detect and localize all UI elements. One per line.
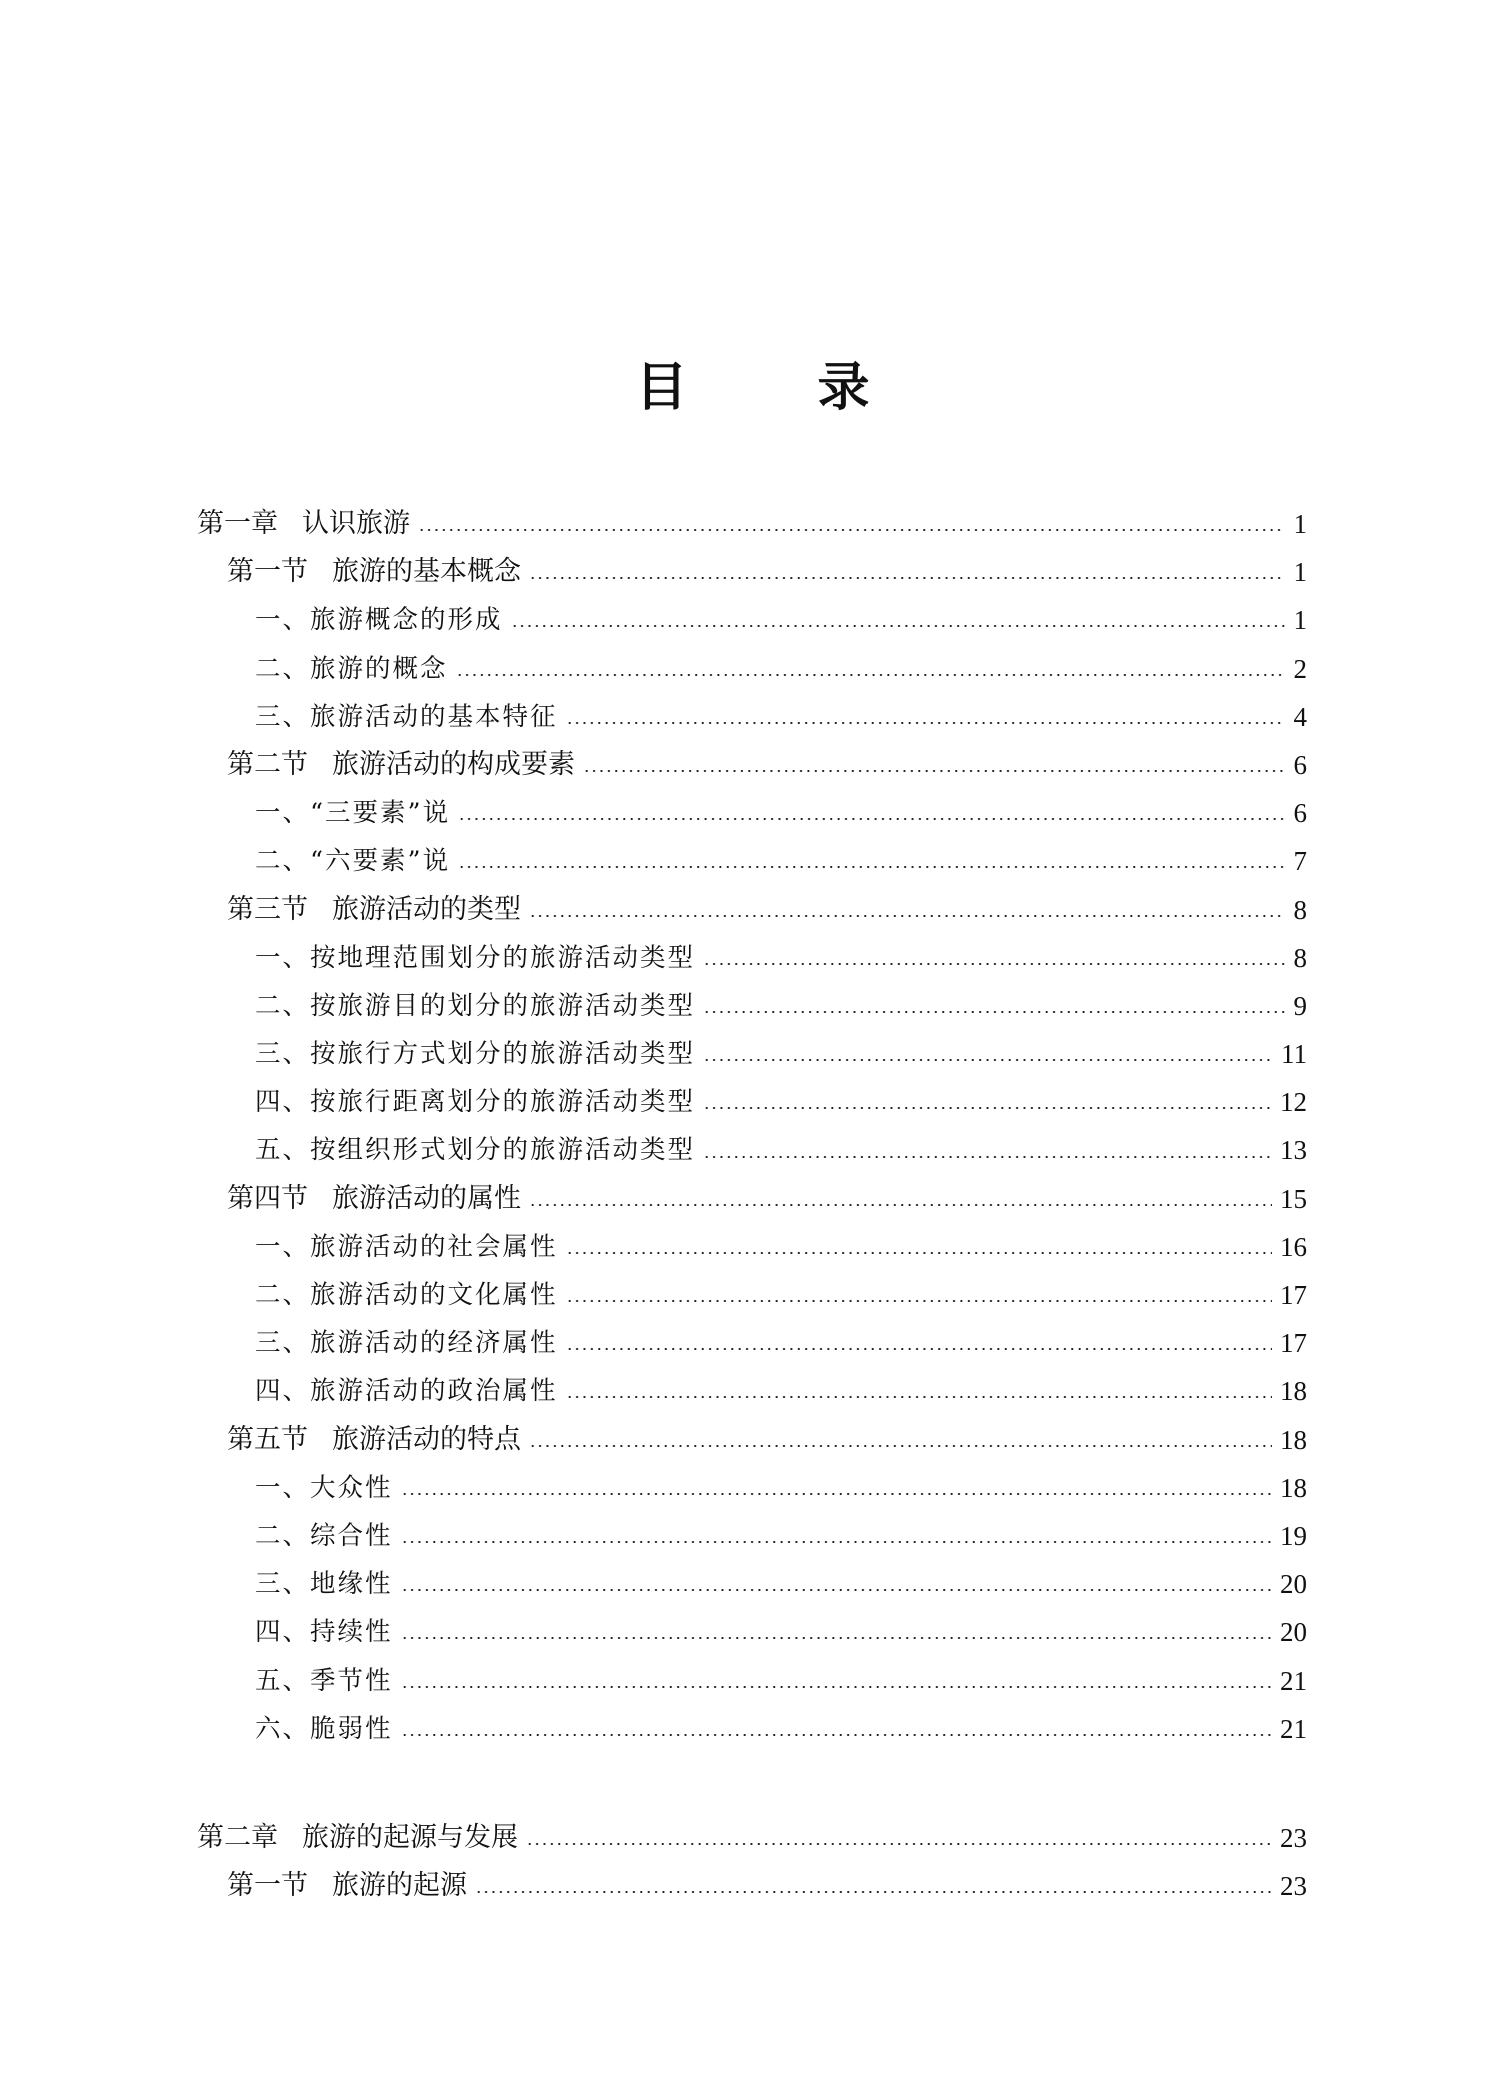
dot-leader — [401, 1686, 1272, 1688]
toc-entry-number: 一、 — [255, 942, 311, 973]
toc-entry-label — [255, 837, 450, 885]
page-title — [0, 345, 1505, 420]
toc-entry-number: 二、 — [255, 846, 311, 877]
toc-subsection-entry[interactable] — [197, 1560, 1307, 1608]
dot-leader — [526, 1843, 1272, 1845]
toc-section-entry[interactable] — [197, 1175, 1307, 1223]
toc-subsection-entry[interactable] — [197, 1319, 1307, 1367]
dot-leader — [475, 1891, 1272, 1893]
toc-entry-label — [255, 1657, 393, 1705]
toc-entry-label — [255, 789, 450, 837]
toc-entry-label — [255, 1126, 695, 1174]
toc-subsection-entry[interactable] — [197, 1223, 1307, 1271]
toc-subsection-entry[interactable] — [197, 1512, 1307, 1560]
dot-leader — [529, 1445, 1272, 1447]
toc-page-number: 17 — [1280, 1328, 1307, 1359]
toc-entry-title: 综合性 — [310, 1520, 393, 1551]
dot-leader — [703, 1059, 1273, 1061]
toc-section-entry[interactable] — [197, 886, 1307, 934]
toc-subsection-entry[interactable] — [197, 645, 1307, 693]
toc-page-number: 21 — [1280, 1713, 1307, 1744]
toc-entry-label — [227, 1862, 467, 1910]
toc-entry-title: 旅游的基本概念 — [332, 556, 521, 588]
toc-entry-number: 第一章 — [197, 508, 278, 539]
toc-entry-label — [255, 645, 448, 693]
dot-leader — [418, 529, 1285, 531]
toc-page-number: 21 — [1280, 1665, 1307, 1696]
toc-entry-label — [255, 1560, 393, 1608]
toc-entry-label — [255, 1319, 558, 1367]
toc-page-number: 18 — [1280, 1472, 1307, 1503]
toc-chapter-entry[interactable] — [197, 500, 1307, 548]
toc-page-number: 17 — [1280, 1280, 1307, 1310]
toc-page-number: 23 — [1280, 1822, 1307, 1853]
toc-entry-number: 第二节 — [227, 748, 308, 780]
toc-page-number: 16 — [1280, 1231, 1307, 1262]
toc-entry-title: 旅游活动的文化属性 — [310, 1280, 558, 1310]
dot-leader — [583, 770, 1285, 772]
toc-entry-label — [255, 1271, 558, 1319]
dot-leader — [401, 1637, 1272, 1639]
dot-leader — [401, 1493, 1272, 1495]
toc-entry-number: 二、 — [255, 1280, 311, 1310]
dot-leader — [566, 1348, 1272, 1350]
toc-page-number: 12 — [1280, 1087, 1307, 1118]
toc-entry-label — [255, 1608, 393, 1656]
toc-entry-title: 按地理范围划分的旅游活动类型 — [310, 942, 696, 973]
dot-leader — [458, 866, 1285, 868]
toc-entry-number: 五、 — [255, 1135, 311, 1166]
toc-page-number: 1 — [1293, 509, 1307, 539]
toc-entry-label — [255, 596, 503, 644]
toc-entry-label — [255, 934, 695, 982]
toc-subsection-entry[interactable] — [197, 693, 1307, 741]
dot-leader — [566, 1252, 1272, 1254]
toc-page-number: 20 — [1280, 1569, 1307, 1600]
toc-entry-title: 旅游活动的社会属性 — [310, 1231, 558, 1262]
toc-page-number: 18 — [1280, 1424, 1307, 1455]
toc-entry-title: 认识旅游 — [302, 508, 410, 539]
toc-entry-title: 旅游活动的属性 — [332, 1182, 521, 1214]
dot-leader — [511, 625, 1285, 627]
toc-section-entry[interactable] — [197, 548, 1307, 596]
toc-entry-number: 一、 — [255, 605, 311, 636]
toc-entry-label — [227, 1416, 521, 1464]
toc-page-number: 4 — [1293, 701, 1307, 732]
toc-subsection-entry[interactable] — [197, 1271, 1307, 1319]
toc-entry-title: 旅游的概念 — [310, 653, 448, 684]
toc-entry-label — [255, 1078, 695, 1126]
dot-leader — [703, 1156, 1272, 1158]
toc-entry-title: 脆弱性 — [310, 1713, 393, 1744]
toc-entry-title: 地缘性 — [310, 1569, 393, 1600]
dot-leader — [566, 1300, 1272, 1302]
toc-entry-number: 第二章 — [197, 1821, 278, 1853]
toc-entry-title: 按旅行距离划分的旅游活动类型 — [310, 1087, 696, 1118]
toc-page-number: 19 — [1280, 1520, 1307, 1551]
dot-leader — [401, 1589, 1272, 1591]
toc-page-number: 20 — [1280, 1617, 1307, 1648]
toc-entry-title: “六要素”说 — [310, 846, 451, 877]
toc-entry-number: 一、 — [255, 798, 311, 829]
toc-subsection-entry[interactable] — [197, 1608, 1307, 1656]
toc-subsection-entry[interactable] — [197, 1030, 1307, 1078]
toc-entry-label — [227, 1175, 521, 1223]
dot-leader — [529, 915, 1285, 917]
toc-entry-label — [255, 1367, 558, 1415]
toc-entry-number: 五、 — [255, 1665, 311, 1696]
toc-entry-title: 按组织形式划分的旅游活动类型 — [310, 1135, 696, 1166]
toc-entry-number: 二、 — [255, 653, 311, 684]
toc-entry-label — [227, 886, 521, 934]
table-of-contents — [197, 500, 1307, 1910]
toc-entry-title: 旅游活动的基本特征 — [310, 701, 558, 732]
toc-page-number: 18 — [1280, 1376, 1307, 1407]
page-title-char-2: 录 — [817, 357, 870, 418]
toc-page-number: 6 — [1293, 749, 1307, 780]
toc-entry-title: 旅游活动的构成要素 — [332, 748, 575, 780]
toc-entry-label — [197, 500, 410, 548]
toc-page-number: 6 — [1293, 798, 1307, 829]
dot-leader — [566, 1396, 1272, 1398]
toc-entry-title: 季节性 — [310, 1665, 393, 1696]
toc-page-number: 9 — [1293, 990, 1307, 1021]
toc-subsection-entry[interactable] — [197, 1464, 1307, 1512]
dot-leader — [703, 1011, 1285, 1013]
toc-subsection-entry[interactable] — [197, 1078, 1307, 1126]
toc-page-number: 8 — [1293, 894, 1307, 925]
toc-page-number: 7 — [1293, 846, 1307, 877]
toc-entry-number: 二、 — [255, 990, 311, 1021]
toc-entry-number: 四、 — [255, 1617, 311, 1648]
toc-entry-label — [255, 1705, 393, 1753]
toc-subsection-entry[interactable] — [197, 789, 1307, 837]
dot-leader — [703, 963, 1285, 965]
toc-page-number: 1 — [1293, 605, 1307, 636]
toc-entry-number: 第四节 — [227, 1182, 308, 1214]
toc-subsection-entry[interactable] — [197, 596, 1307, 644]
toc-page-number: 11 — [1281, 1039, 1307, 1070]
toc-subsection-entry[interactable] — [197, 1367, 1307, 1415]
toc-subsection-entry[interactable] — [197, 1126, 1307, 1174]
toc-entry-number: 二、 — [255, 1520, 311, 1551]
toc-entry-number: 一、 — [255, 1231, 311, 1262]
toc-entry-label — [255, 1223, 558, 1271]
toc-entry-title: “三要素”说 — [310, 798, 451, 829]
toc-entry-title: 旅游概念的形成 — [310, 605, 503, 636]
toc-entry-label — [227, 741, 575, 789]
toc-subsection-entry[interactable] — [197, 982, 1307, 1030]
dot-leader — [456, 674, 1285, 676]
dot-leader — [401, 1541, 1272, 1543]
toc-entry-title: 持续性 — [310, 1617, 393, 1648]
toc-section-entry[interactable] — [197, 1416, 1307, 1464]
toc-entry-number: 三、 — [255, 1328, 311, 1359]
toc-entry-label — [255, 1512, 393, 1560]
toc-page-number: 2 — [1293, 653, 1307, 684]
dot-leader — [566, 722, 1285, 724]
toc-entry-number: 第一节 — [227, 556, 308, 588]
toc-page-number: 1 — [1293, 557, 1307, 588]
toc-entry-title: 旅游活动的经济属性 — [310, 1328, 558, 1359]
toc-subsection-entry[interactable] — [197, 934, 1307, 982]
toc-chapter-entry[interactable] — [197, 1814, 1307, 1862]
toc-entry-number: 三、 — [255, 1569, 311, 1600]
dot-leader — [529, 1204, 1272, 1206]
toc-page-number: 8 — [1293, 942, 1307, 973]
toc-entry-label — [255, 982, 695, 1030]
toc-entry-label — [255, 693, 558, 741]
toc-entry-title: 按旅游目的划分的旅游活动类型 — [310, 990, 696, 1021]
toc-entry-title: 大众性 — [310, 1472, 393, 1503]
dot-leader — [703, 1107, 1272, 1109]
toc-page-number: 23 — [1280, 1871, 1307, 1902]
toc-page-number: 13 — [1280, 1135, 1307, 1166]
toc-entry-label — [255, 1464, 393, 1512]
toc-entry-number: 三、 — [255, 701, 311, 732]
dot-leader — [401, 1734, 1272, 1736]
toc-entry-number: 第一节 — [227, 1870, 308, 1902]
toc-entry-number: 一、 — [255, 1472, 311, 1503]
dot-leader — [529, 577, 1285, 579]
toc-subsection-entry[interactable] — [197, 1705, 1307, 1753]
toc-entry-title: 按旅行方式划分的旅游活动类型 — [310, 1039, 696, 1070]
toc-entry-number: 第五节 — [227, 1423, 308, 1455]
toc-entry-label — [227, 548, 521, 596]
toc-entry-number: 第三节 — [227, 893, 308, 925]
toc-entry-number: 四、 — [255, 1376, 311, 1407]
toc-entry-title: 旅游活动的类型 — [332, 893, 521, 925]
toc-entry-label — [197, 1814, 518, 1862]
toc-entry-number: 三、 — [255, 1039, 311, 1070]
toc-entry-label — [255, 1030, 695, 1078]
toc-subsection-entry[interactable] — [197, 837, 1307, 885]
toc-section-entry[interactable] — [197, 1862, 1307, 1910]
toc-page-number: 15 — [1280, 1183, 1307, 1214]
toc-subsection-entry[interactable] — [197, 1657, 1307, 1705]
toc-entry-title: 旅游的起源与发展 — [302, 1821, 518, 1853]
toc-entry-title: 旅游的起源 — [332, 1870, 467, 1902]
toc-entry-title: 旅游活动的特点 — [332, 1423, 521, 1455]
toc-entry-title: 旅游活动的政治属性 — [310, 1376, 558, 1407]
toc-entry-number: 四、 — [255, 1087, 311, 1118]
dot-leader — [458, 818, 1285, 820]
toc-entry-number: 六、 — [255, 1713, 311, 1744]
page-title-char-1: 目 — [635, 357, 688, 418]
toc-section-entry[interactable] — [197, 741, 1307, 789]
